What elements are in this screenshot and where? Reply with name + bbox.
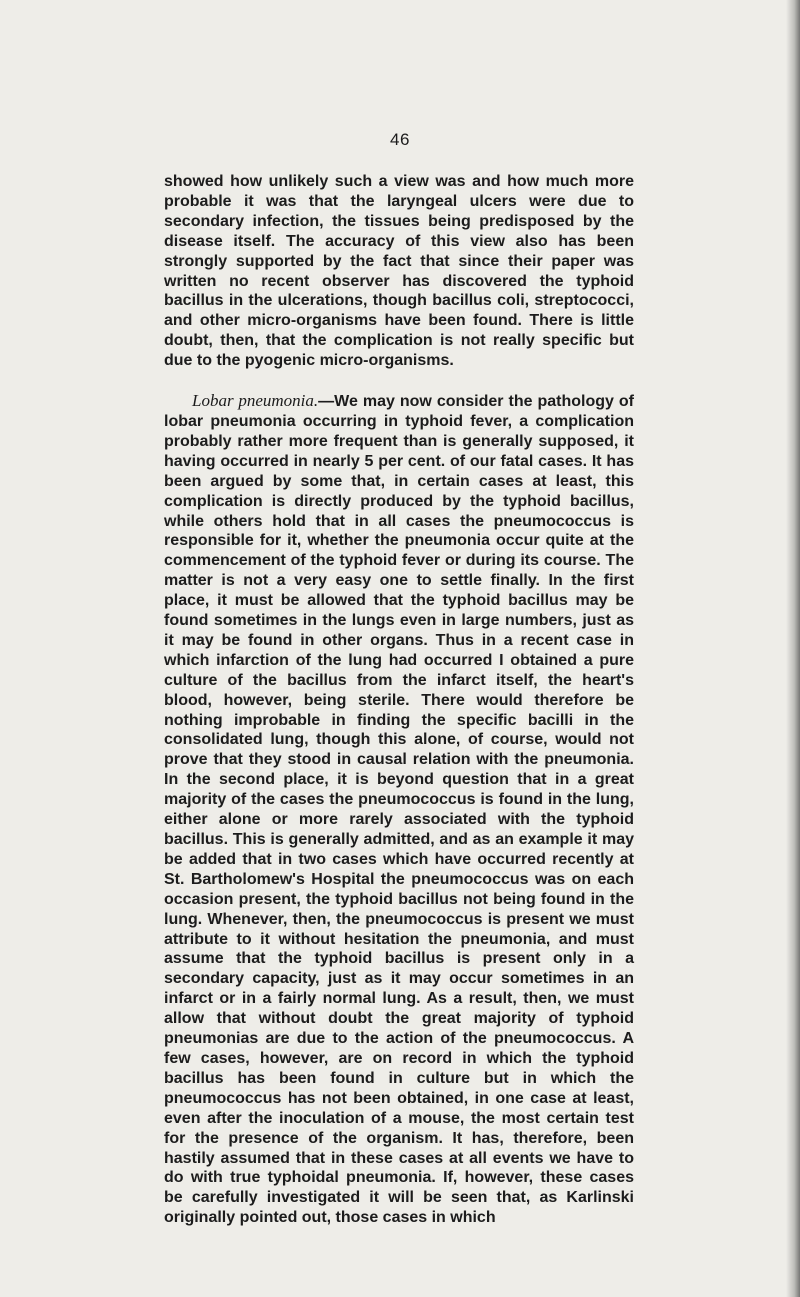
body-text: [164, 172, 634, 1228]
paragraph-text: showed how unlikely such a view was and how much more probable it was that the laryngeal ulcers were due to secondary infection, the tissues being predisposed by the disease itself. The accuracy of this view also has been strongly supported by the fact that since their paper was written no recent observer has discovered the typhoid bacillus in the ulcerations, though bacillus coli, streptococci, and other micro-organisms have been found. There is little doubt, then, that the complication is not really specific but due to the pyogenic micro-organisms.: [164, 173, 634, 370]
paragraph-laryngeal-ulcers: [164, 172, 634, 371]
paragraph-lobar-pneumonia: [164, 391, 634, 1228]
paragraph-text: —We may now consider the pathology of lobar pneumonia occurring in typhoid fever, a complication probably rather more frequent than is generally supposed, it having occurred in nearly 5 per cent. of our fatal cases. It has been argued by some that, in certain cases at least, this complication is directly produced by the typhoid bacillus, while others hold that in all cases the pneumococcus is responsible for it, whether the pneumonia occur quite at the commencement of the typhoid fever or during its course. The matter is not a very easy one to settle finally. In the first place, it must be allowed that the typhoid bacillus may be found sometimes in the lungs even in large numbers, just as it may be found in other organs. Thus in a recent case in which infarction of the lung had occurred I obtained a pure culture of the bacillus from the infarct itself, the heart's blood, however, being sterile. There would therefore be nothing improbable in finding the specific bacilli in the consolidated lung, though this alone, of course, would not prove that they stood in causal relation with the pneumonia. In the second place, it is beyond question that in a great majority of the cases the pneumococcus is found in the lung, either alone or more rarely associated with the typhoid bacillus. This is generally admitted, and as an example it may be added that in two cases which have occurred recently at St. Bartholomew's Hospital the pneumococcus was on each occasion present, the typhoid bacillus not being found in the lung. Whenever, then, the pneumococcus is present we must attribute to it without hesitation the pneumonia, and must assume that the typhoid bacillus is present only in a secondary capacity, just as it may occur sometimes in an infarct or in a fairly normal lung. As a result, then, we must allow that without doubt the great majority of typhoid pneumonias are due to the action of the pneumococcus. A few cases, however, are on record in which the typhoid bacillus has been found in culture but in which the pneumococcus has not been obtained, in one case at least, even after the inoculation of a mouse, the most certain test for the presence of the organism. It has, therefore, been hastily assumed that in these cases at all events we have to do with true typhoidal pneumonia. If, however, these cases be carefully investigated it will be seen that, as Karlinski originally pointed out, those cases in which: [164, 393, 634, 1227]
section-heading: Lobar pneumonia.: [192, 391, 319, 411]
page-edge-shadow: [786, 0, 800, 1297]
page-number: 46: [390, 130, 410, 149]
